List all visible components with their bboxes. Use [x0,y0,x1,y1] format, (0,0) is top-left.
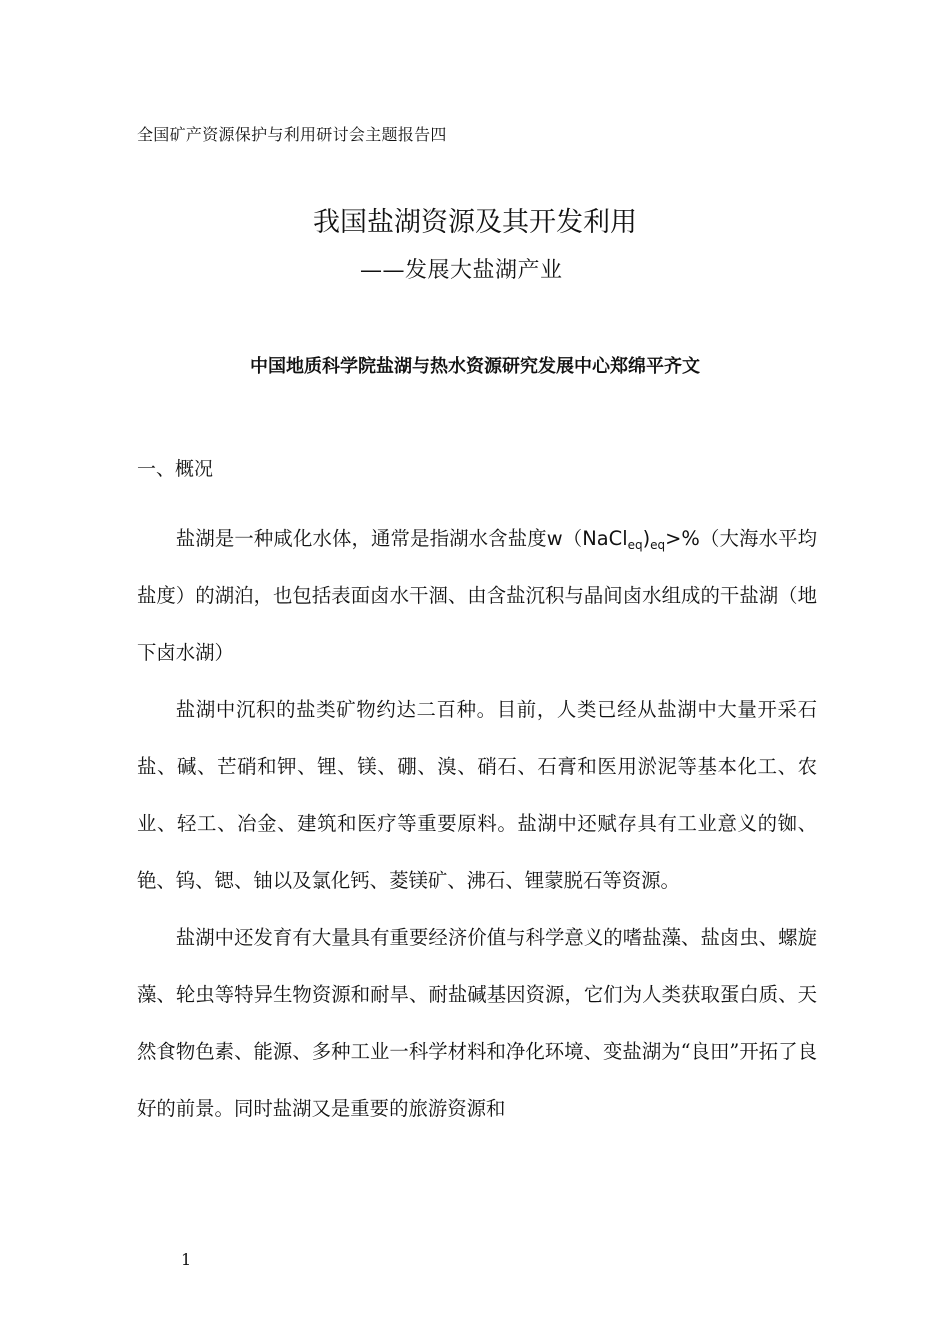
paragraph-1-lead: 盐湖是一种咸化水体，通常是指湖水含盐度 [175,527,547,550]
document-title: 我国盐湖资源及其开发利用 [313,207,637,238]
formula-comparator: >% [665,527,700,550]
salinity-formula [547,527,700,550]
section-heading: 一、概况 [137,458,214,480]
paragraph-1 [137,510,817,681]
paragraph-3: 盐湖中还发育有大量具有重要经济价值与科学意义的嗜盐藻、盐卤虫、螺旋藻、轮虫等特异生物资源和耐旱、耐盐碱基因资源，它们为人类获取蛋白质、天然食物色素、能源、多种工业一科学材料和净化环境、变盐湖为“良田”开拓了良好的前景。同时盐湖又是重要的旅游资源和 [137,926,817,1120]
paragraph-1-tail: （大海水平均盐度）的湖泊，也包括表面卤水干涸、由含盐沉积与晶间卤水组成的干盐湖（地下卤水湖） [137,527,818,664]
body-text [137,510,817,1137]
formula-text: w（NaCl [546,527,628,550]
document-subtitle: ——发展大盐湖产业 [360,258,563,283]
formula-paren: ) [642,527,651,550]
formula-subscript: eq [627,538,643,552]
page-number: 1 [181,1250,192,1269]
formula-subscript: eq [650,538,666,552]
author-affiliation: 中国地质科学院盐湖与热水资源研究发展中心郑绵平齐文 [250,356,700,377]
report-series-label: 全国矿产资源保护与利用研讨会主题报告四 [137,125,447,144]
paragraph-2: 盐湖中沉积的盐类矿物约达二百种。目前，人类已经从盐湖中大量开采石盐、碱、芒硝和钾、锂、镁、硼、溴、硝石、石膏和医用淤泥等基本化工、农业、轻工、冶金、建筑和医疗等重要原料。盐湖中还赋存具有工业意义的铷、铯、钨、锶、铀以及氯化钙、菱镁矿、沸石、锂蒙脱石等资源。 [137,698,817,892]
